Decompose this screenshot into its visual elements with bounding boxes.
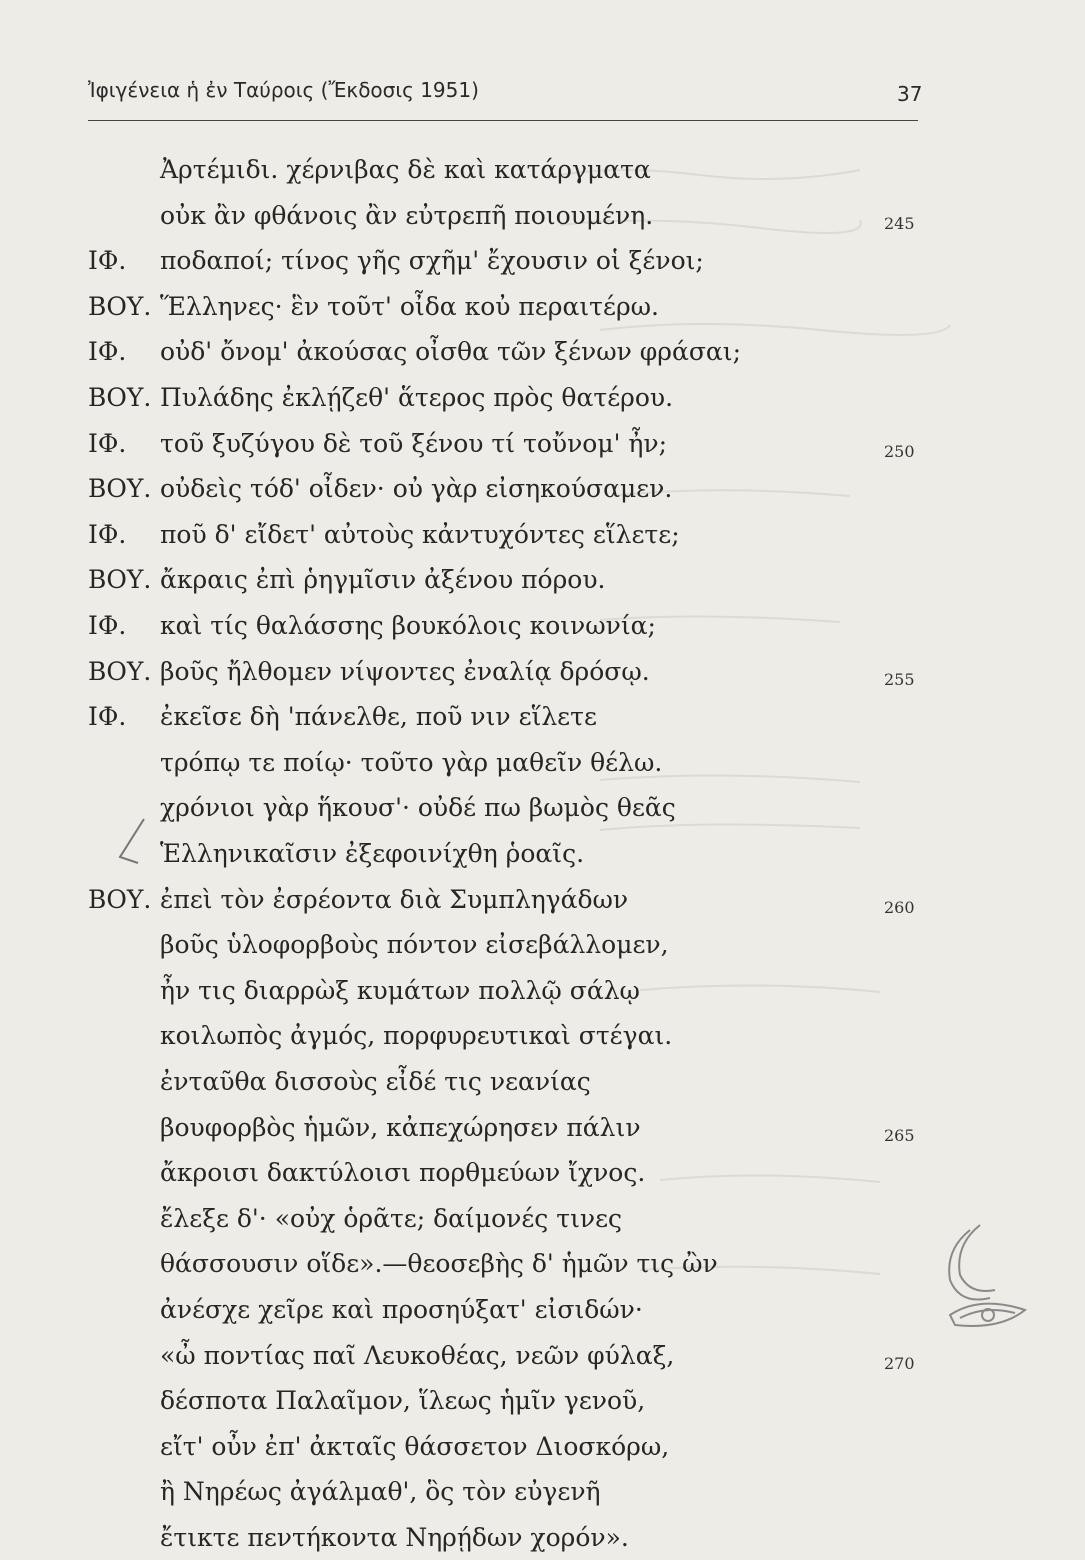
verse-text: ἢ Νηρέως ἀγάλμαθ', ὃς τὸν εὐγενῆ [160,1477,601,1507]
pencil-check-mark [112,815,152,875]
verse-line [0,1470,1085,1514]
verse-line [0,741,1085,785]
verse-text: βοῦς ὑλοφορβοὺς πόντον εἰσεβάλλομεν, [160,930,669,960]
verse-text: καὶ τίς θαλάσσης βουκόλοις κοινωνία; [160,611,656,640]
verse-line [0,1060,1085,1104]
verse-line [0,285,1085,329]
verse-text: ἀνέσχε χεῖρε καὶ προσηύξατ' εἰσιδών· [160,1295,643,1324]
verse-line [0,695,1085,739]
speaker-label: ΒΟΥ. [88,383,152,412]
verse-line [0,786,1085,830]
verse-text: «ὦ ποντίας παῖ Λευκοθέας, νεῶν φύλαξ, [160,1340,675,1370]
verse-text: θάσσουσιν οἵδε».—θεοσεβὴς δ' ἡμῶν τις ὢν [160,1249,718,1279]
verse-text: ποῦ δ' εἴδετ' αὐτοὺς κἀντυχόντες εἵλετε; [160,519,680,549]
verse-line [0,1242,1085,1286]
verse-line [0,422,1085,466]
verse-line [0,1197,1085,1241]
verse-line [0,239,1085,283]
verse-line [0,376,1085,420]
verse-text: χρόνιοι γὰρ ἥκουσ'· οὐδέ πω βωμὸς θεᾶς [160,793,676,823]
verse-line [0,330,1085,374]
verse-line [0,1516,1085,1560]
verse-line [0,1106,1085,1150]
verse-text: οὐδεὶς τόδ' οἶδεν· οὐ γὰρ εἰσηκούσαμεν. [160,474,673,504]
speaker-label: ΙΦ. [88,702,127,732]
verse-line [0,513,1085,557]
verse-text: Πυλάδης ἐκλῄζεθ' ἅτερος πρὸς θατέρου. [160,383,674,412]
verse-text: Ἀρτέμιδι. χέρνιβας δὲ καὶ κατάργματα [160,155,651,184]
verse-text: ἐπεὶ τὸν ἐσρέοντα διὰ Συμπληγάδων [160,884,629,914]
header-rule [88,120,918,121]
speaker-label: ΙΦ. [88,519,127,549]
verse-line [0,194,1085,238]
verse-line [0,923,1085,967]
verse-line [0,832,1085,876]
verse-line [0,1334,1085,1378]
verse-text: οὐδ' ὄνομ' ἀκούσας οἶσθα τῶν ξένων φράσαι; [160,337,742,367]
verse-line [0,1288,1085,1332]
verse-line [0,1425,1085,1469]
verse-text: ἔλεξε δ'· «οὐχ ὁρᾶτε; δαίμονές τινες [160,1203,623,1233]
verse-text: τρόπῳ τε ποίῳ· τοῦτο γὰρ μαθεῖν θέλω. [160,747,663,777]
line-number: 270 [884,1353,915,1373]
verse-text: βοῦς ἤλθομεν νίψοντες ἐναλίᾳ δρόσῳ. [160,656,650,686]
speaker-label: ΒΟΥ. [88,565,152,595]
verse-text: κοιλωπὸς ἀγμός, πορφυρευτικαὶ στέγαι. [160,1021,673,1051]
speaker-label: ΙΦ. [88,428,127,458]
speaker-label: ΙΦ. [88,246,127,276]
verse-line [0,558,1085,602]
verse-line [0,604,1085,648]
speaker-label: ΒΟΥ. [88,474,152,504]
line-number: 245 [884,213,915,233]
speaker-label: ΒΟΥ. [88,884,152,914]
verse-text: οὐκ ἂν φθάνοις ἂν εὐτρεπῆ ποιουμένη. [160,200,654,230]
verse-line [0,1014,1085,1058]
verse-text: ἐνταῦθα δισσοὺς εἶδέ τις νεανίας [160,1067,591,1096]
verse-text: ποδαποί; τίνος γῆς σχῆμ' ἔχουσιν οἱ ξένοι; [160,246,704,276]
verse-text: ἔτικτε πεντήκοντα Νηρῄδων χορόν». [160,1523,629,1552]
verse-text: ἄκραις ἐπὶ ῥηγμῖσιν ἀξένου πόρου. [160,565,606,595]
verse-text: ἄκροισι δακτύλοισι πορθμεύων ἴχνος. [160,1158,646,1188]
verse-line [0,1151,1085,1195]
speaker-label: ΒΟΥ. [88,656,152,686]
verse-line [0,1379,1085,1423]
verse-line [0,148,1085,192]
speaker-label: ΙΦ. [88,611,127,640]
speaker-label: ΙΦ. [88,337,127,367]
pencil-scribble-drawing [930,1210,1050,1370]
verse-text: βουφορβὸς ἡμῶν, κἀπεχώρησεν πάλιν [160,1112,641,1142]
page-number: 37 [897,82,923,106]
verse-line [0,467,1085,511]
verse-text: ἦν τις διαρρὼξ κυμάτων πολλῷ σάλῳ [160,975,640,1005]
line-number: 255 [884,669,915,689]
verse-text: τοῦ ξυζύγου δὲ τοῦ ξένου τί τοὔνομ' ἦν; [160,428,668,458]
verse-text: δέσποτα Παλαῖμον, ἵλεως ἡμῖν γενοῦ, [160,1386,646,1416]
line-number: 260 [884,897,915,917]
verse-line [0,878,1085,922]
verse-line [0,650,1085,694]
verse-text: εἴτ' οὖν ἐπ' ἀκταῖς θάσσετον Διοσκόρω, [160,1431,670,1461]
verse-text: Ἑλληνικαῖσιν ἐξεφοινίχθη ῥοαῖς. [160,839,585,868]
verse-line [0,969,1085,1013]
verse-text: ἐκεῖσε δὴ 'πάνελθε, ποῦ νιν εἵλετε [160,702,597,732]
running-header-title: Ἰφιγένεια ἡ ἐν Ταύροις (Ἔκδοσις 1951) [88,78,479,102]
line-number: 250 [884,441,915,461]
speaker-label: ΒΟΥ. [88,291,152,321]
verse-text: Ἕλληνες· ἓν τοῦτ' οἶδα κοὐ περαιτέρω. [160,291,659,321]
line-number: 265 [884,1125,915,1145]
